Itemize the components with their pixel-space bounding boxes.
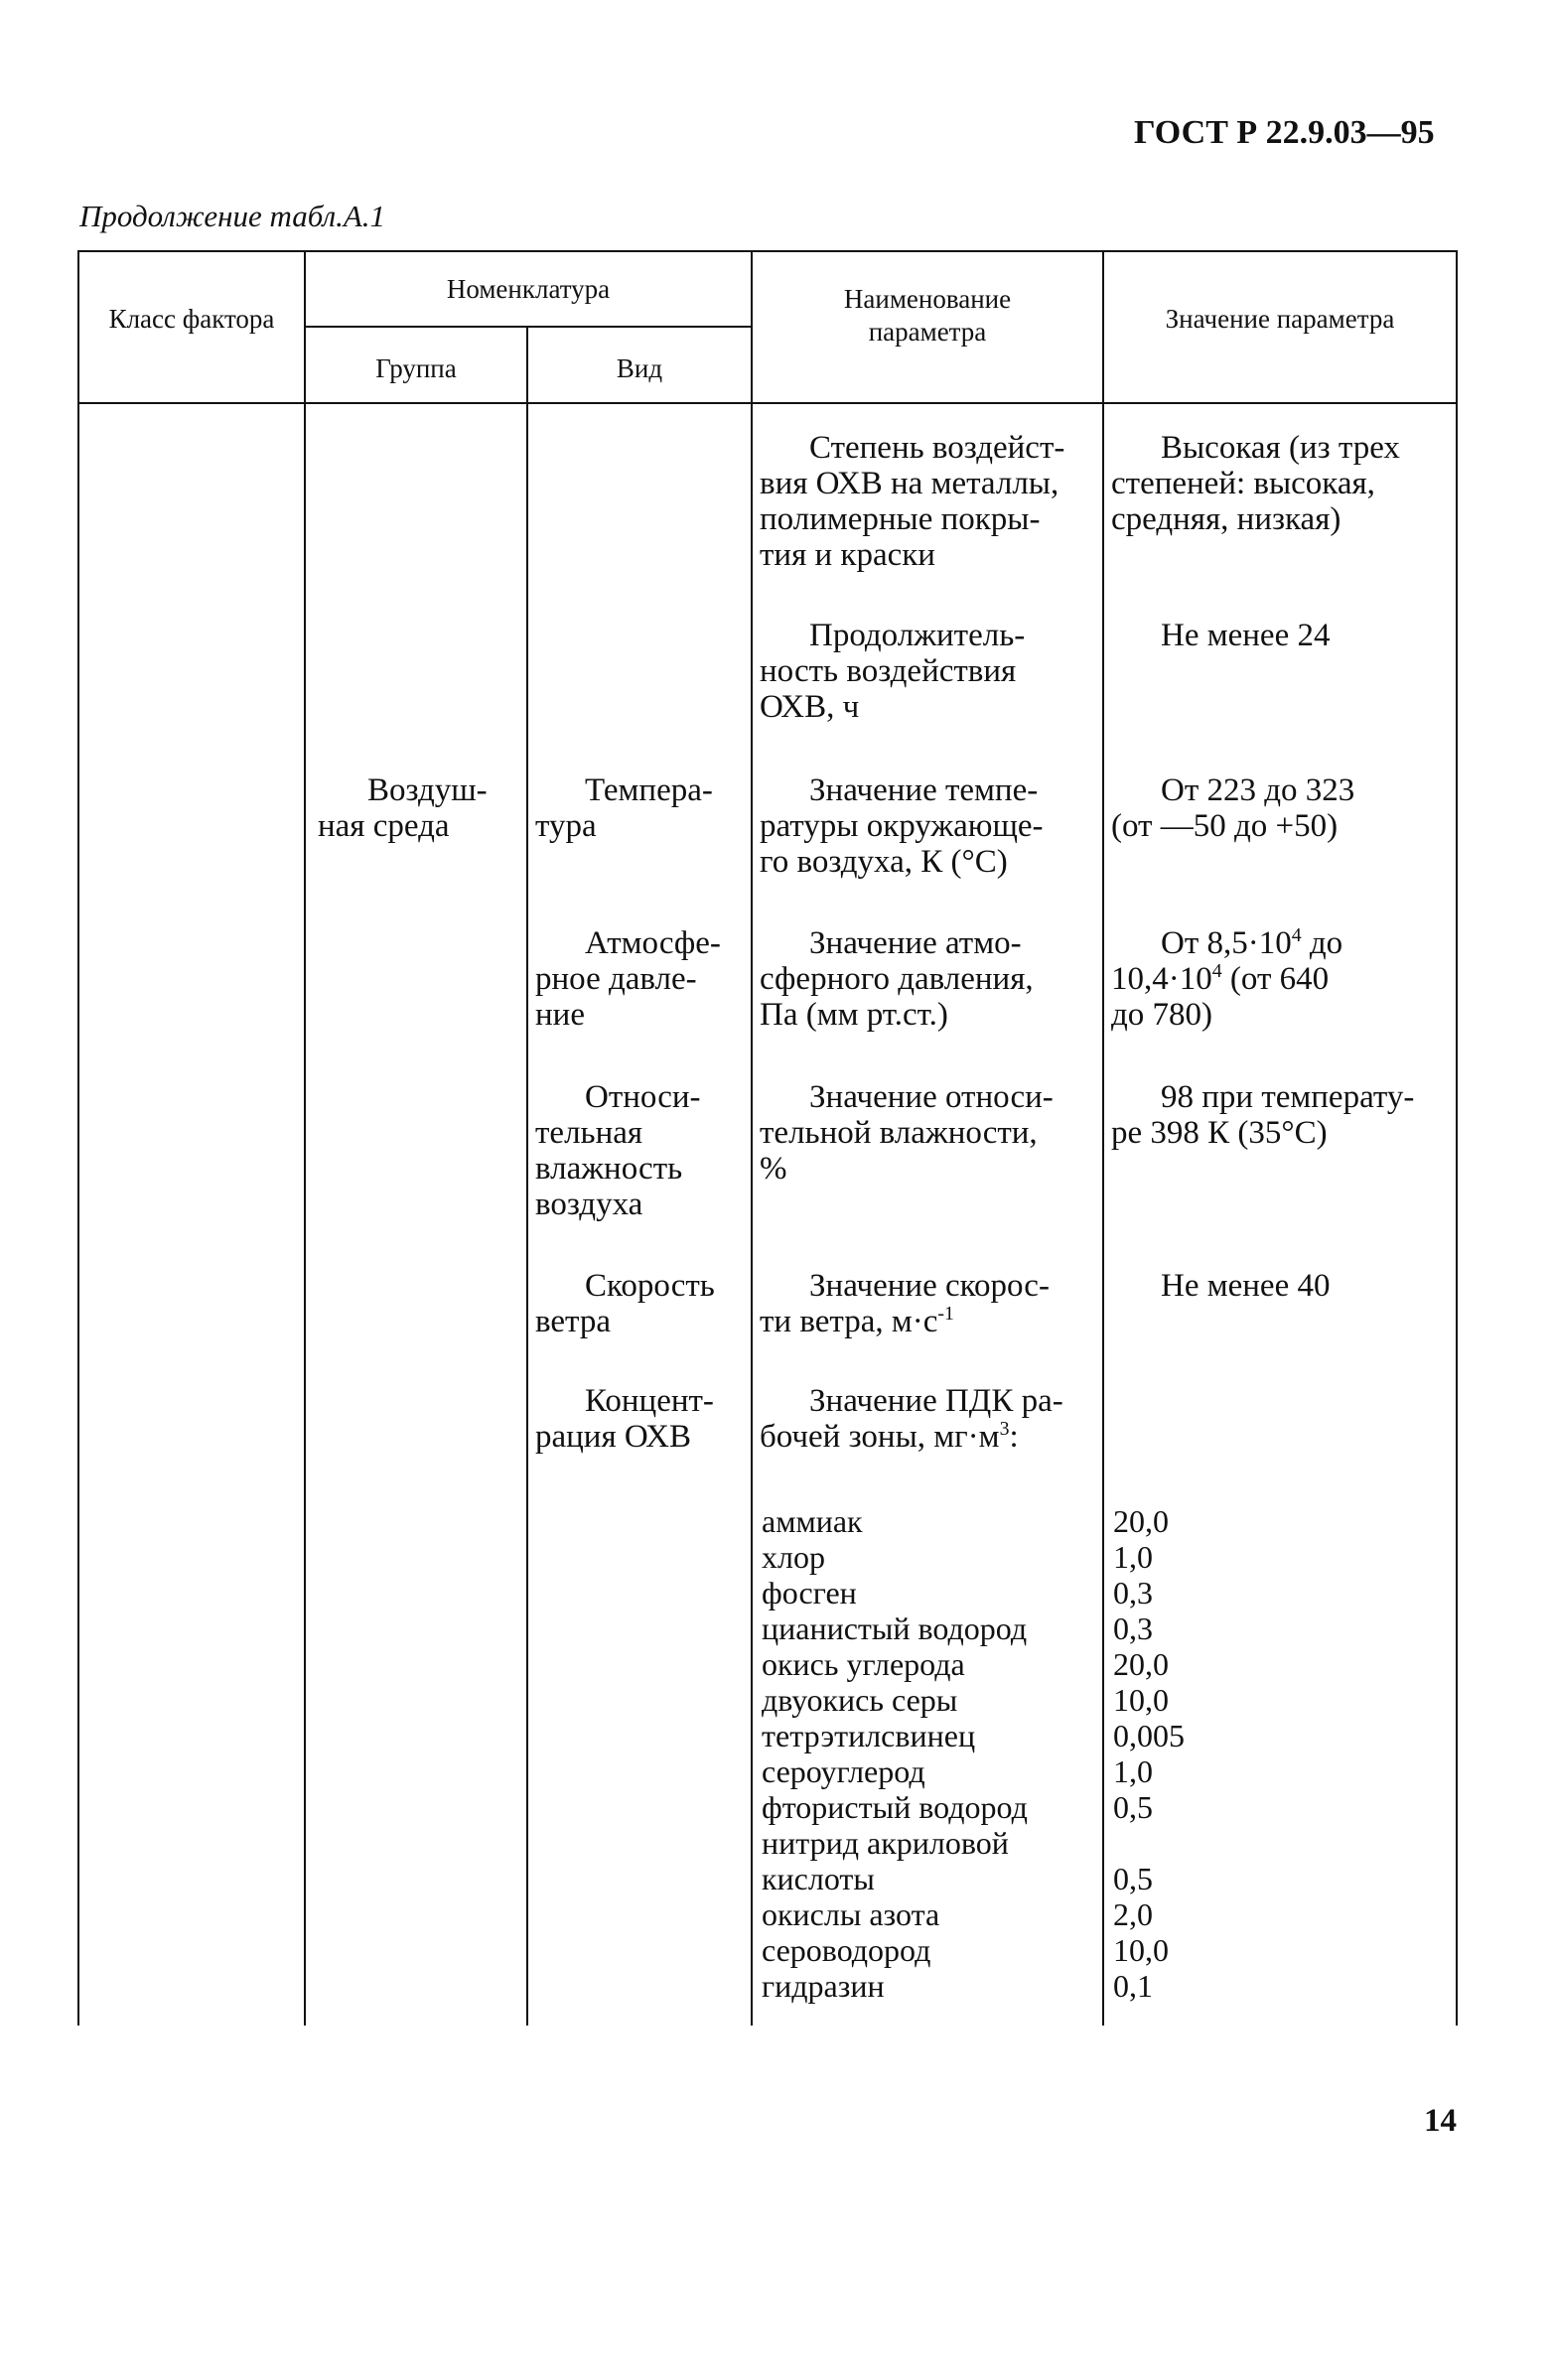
param-name-cell: Степень воздейст- вия ОХВ на металлы, полимерные покры- тия и краски	[760, 430, 1065, 573]
list-item: 20,0	[1113, 1503, 1169, 1539]
document-code: ГОСТ Р 22.9.03—95	[1134, 114, 1435, 151]
column-divider	[304, 250, 306, 2026]
substance-values	[1113, 1503, 1185, 2004]
column-divider	[751, 250, 753, 2026]
kind-cell: Атмосфе- рное давле- ние	[535, 925, 721, 1033]
list-item: 10,0	[1113, 1932, 1169, 1968]
list-item: кислоты	[762, 1861, 875, 1896]
list-item: 0,3	[1113, 1575, 1153, 1610]
header-param-value: Значение параметра	[1165, 304, 1395, 334]
list-item: 10,0	[1113, 1682, 1169, 1718]
kind-cell: Скорость ветра	[535, 1268, 715, 1339]
list-item: окись углерода	[762, 1646, 965, 1682]
list-item: 20,0	[1113, 1646, 1169, 1682]
param-value-cell: Высокая (из трех степеней: высокая, средняя, низкая)	[1111, 430, 1400, 537]
table-caption: Продолжение табл.А.1	[79, 199, 386, 233]
table-top-border	[77, 250, 1458, 252]
param-value-cell: Не менее 24	[1161, 618, 1331, 653]
list-item: 0,3	[1113, 1610, 1153, 1646]
list-item: 0,5	[1113, 1789, 1153, 1825]
param-value-cell: От 223 до 323 (от —50 до +50)	[1111, 772, 1355, 844]
list-item: сероуглерод	[762, 1753, 925, 1789]
list-item: сероводород	[762, 1932, 931, 1968]
nomenclature-divider	[304, 326, 753, 328]
list-item: 0,005	[1113, 1718, 1185, 1753]
table-left-border	[77, 250, 79, 2026]
list-item: 0,1	[1113, 1968, 1153, 2004]
list-item: 1,0	[1113, 1539, 1153, 1575]
list-item: аммиак	[762, 1503, 863, 1539]
param-name-cell: Значение ПДК ра- бочей зоны, $мг\cdot м^3$:	[760, 1383, 1063, 1455]
header-kind: Вид	[616, 353, 663, 383]
param-value-cell: От $8,5\cdot 10^4$ до $10,4\cdot 10^4$ (от 640 до 780)	[1111, 924, 1343, 1033]
param-name-cell: Значение относи- тельной влажности, %	[760, 1079, 1054, 1187]
column-divider	[526, 326, 528, 2026]
list-item: двуокись серы	[762, 1682, 958, 1718]
param-value-cell: Не менее 40	[1161, 1268, 1331, 1304]
group-cell: Воздуш- ная среда	[318, 772, 488, 844]
list-item: фтористый водород	[762, 1789, 1028, 1825]
page-number: 14	[1424, 2103, 1457, 2139]
param-value-cell: 98 при температу- ре 398 К (35°С)	[1111, 1079, 1415, 1151]
header-group: Группа	[375, 353, 457, 383]
list-item: тетрэтилсвинец	[762, 1718, 976, 1753]
list-item: 1,0	[1113, 1753, 1153, 1789]
list-item: окислы азота	[762, 1896, 940, 1932]
kind-cell: Относи- тельная влажность воздуха	[535, 1079, 701, 1222]
list-item: фосген	[762, 1575, 857, 1610]
list-item: 2,0	[1113, 1896, 1153, 1932]
list-item	[1113, 1825, 1185, 1861]
param-name-cell: Значение атмо- сферного давления, Па (мм рт.ст.)	[760, 925, 1034, 1033]
header-nomenclature: Номенклатура	[446, 274, 611, 304]
table-right-border	[1456, 250, 1458, 2026]
list-item: цианистый водород	[762, 1610, 1028, 1646]
kind-cell: Темпера- тура	[535, 772, 713, 844]
substance-names	[762, 1503, 1028, 2004]
list-item: 0,5	[1113, 1861, 1153, 1896]
list-item: хлор	[762, 1539, 825, 1575]
header-class: Класс фактора	[108, 304, 275, 334]
column-divider	[1102, 250, 1104, 2026]
list-item: гидразин	[762, 1968, 885, 2004]
param-name-cell: Продолжитель- ность воздействия ОХВ, ч	[760, 618, 1026, 725]
list-item: нитрид акриловой	[762, 1825, 1009, 1861]
param-name-cell: Значение скорос- ти ветра, $м\cdot с^{-1}$	[760, 1268, 1050, 1339]
kind-cell: Концент- рация ОХВ	[535, 1383, 714, 1455]
param-name-cell: Значение темпе- ратуры окружающе- го воздуха, К (°С)	[760, 772, 1044, 880]
header-param-name: Наименование параметра	[843, 284, 1012, 347]
header-bottom-border	[77, 402, 1458, 404]
